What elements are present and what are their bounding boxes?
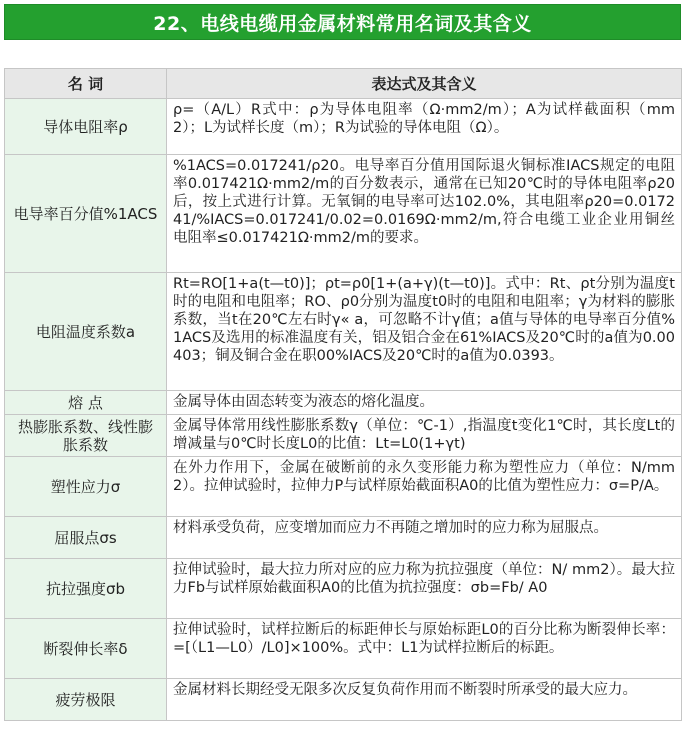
term-cell: 屈服点σs — [5, 517, 167, 559]
definition-cell: %1ACS=0.017241/ρ20。电导率百分值用国际退火铜标准IACS规定的电阻率0.017421Ω·mm2/m的百分数表示，通常在已知20℃时的导体电阻率ρ20后，按上式进行计算。无氧铜的电导率可达102.0%，其电阻率ρ20=0.017241/%IACS=0.017241/0.02=0.0169Ω·mm2/m,符合电缆工业企业用铜丝电阻率≤0.017421Ω·mm2/m的要求。 — [167, 155, 682, 273]
term-cell: 断裂伸长率δ — [5, 619, 167, 679]
page-title-banner — [4, 4, 681, 40]
definition-cell: 拉伸试验时，试样拉断后的标距伸长与原始标距L0的百分比称为断裂伸长率：=[（L1—L0）/L0]×100%。式中：L1为试样拉断后的标距。 — [167, 619, 682, 679]
header-definition: 表达式及其含义 — [167, 69, 682, 99]
page-title: 22、电线电缆用金属材料常用名词及其含义 — [153, 12, 532, 35]
definition-cell: Rt=RO[1+a(t—t0)]；ρt=ρ0[1+(a+γ)(t—t0)]。式中：Rt、ρt分别为温度t时的电阻和电阻率；RO、ρ0分别为温度t0时的电阻和电阻率；γ为材料的膨胀系数，当t在20℃左右时γ« a，可忽略不计γ值；a值与导体的电导率百分值%1ACS及选用的标准温度有关，铝及铝合金在61%IACS及20℃时的a值为0.00403；铜及铜合金在职00%IACS及20℃时的a值为0.0393。 — [167, 273, 682, 391]
table-row — [5, 415, 682, 457]
table-row — [5, 391, 682, 415]
term-cell: 电阻温度系数a — [5, 273, 167, 391]
table-row — [5, 273, 682, 391]
header-term: 名 词 — [5, 69, 167, 99]
table-row — [5, 679, 682, 721]
term-cell: 电导率百分值%1ACS — [5, 155, 167, 273]
definition-cell: 金属材料长期经受无限多次反复负荷作用而不断裂时所承受的最大应力。 — [167, 679, 682, 721]
definition-cell: 拉伸试验时，最大拉力所对应的应力称为抗拉强度（单位：N/ mm2）。最大拉力Fb与试样原始截面积A0的比值为抗拉强度：σb=Fb/ A0 — [167, 559, 682, 619]
term-cell: 疲劳极限 — [5, 679, 167, 721]
table-row — [5, 559, 682, 619]
table-row — [5, 619, 682, 679]
term-cell: 热膨胀系数、线性膨胀系数 — [5, 415, 167, 457]
table-row — [5, 155, 682, 273]
terms-table — [4, 68, 682, 721]
definition-cell: 在外力作用下，金属在破断前的永久变形能力称为塑性应力（单位：N/mm2）。拉伸试验时，拉伸力P与试样原始截面积A0的比值为塑性应力：σ=P/A。 — [167, 457, 682, 517]
table-row — [5, 99, 682, 155]
definition-cell: 金属导体常用线性膨胀系数γ（单位：℃-1）,指温度t变化1℃时，其长度Lt的增减量与0℃时长度L0的比值：Lt=L0(1+γt) — [167, 415, 682, 457]
term-cell: 抗拉强度σb — [5, 559, 167, 619]
term-cell: 导体电阻率ρ — [5, 99, 167, 155]
term-cell: 熔 点 — [5, 391, 167, 415]
table-row — [5, 517, 682, 559]
table-header-row — [5, 69, 682, 99]
table-row — [5, 457, 682, 517]
definition-cell: 金属导体由固态转变为液态的熔化温度。 — [167, 391, 682, 415]
term-cell: 塑性应力σ — [5, 457, 167, 517]
definition-cell: ρ=（A/L）R式中：ρ为导体电阻率（Ω·mm2/m）；A为试样截面积（mm2）；L为试样长度（m）；R为试验的导体电阻（Ω）。 — [167, 99, 682, 155]
definition-cell: 材料承受负荷，应变增加而应力不再随之增加时的应力称为屈服点。 — [167, 517, 682, 559]
